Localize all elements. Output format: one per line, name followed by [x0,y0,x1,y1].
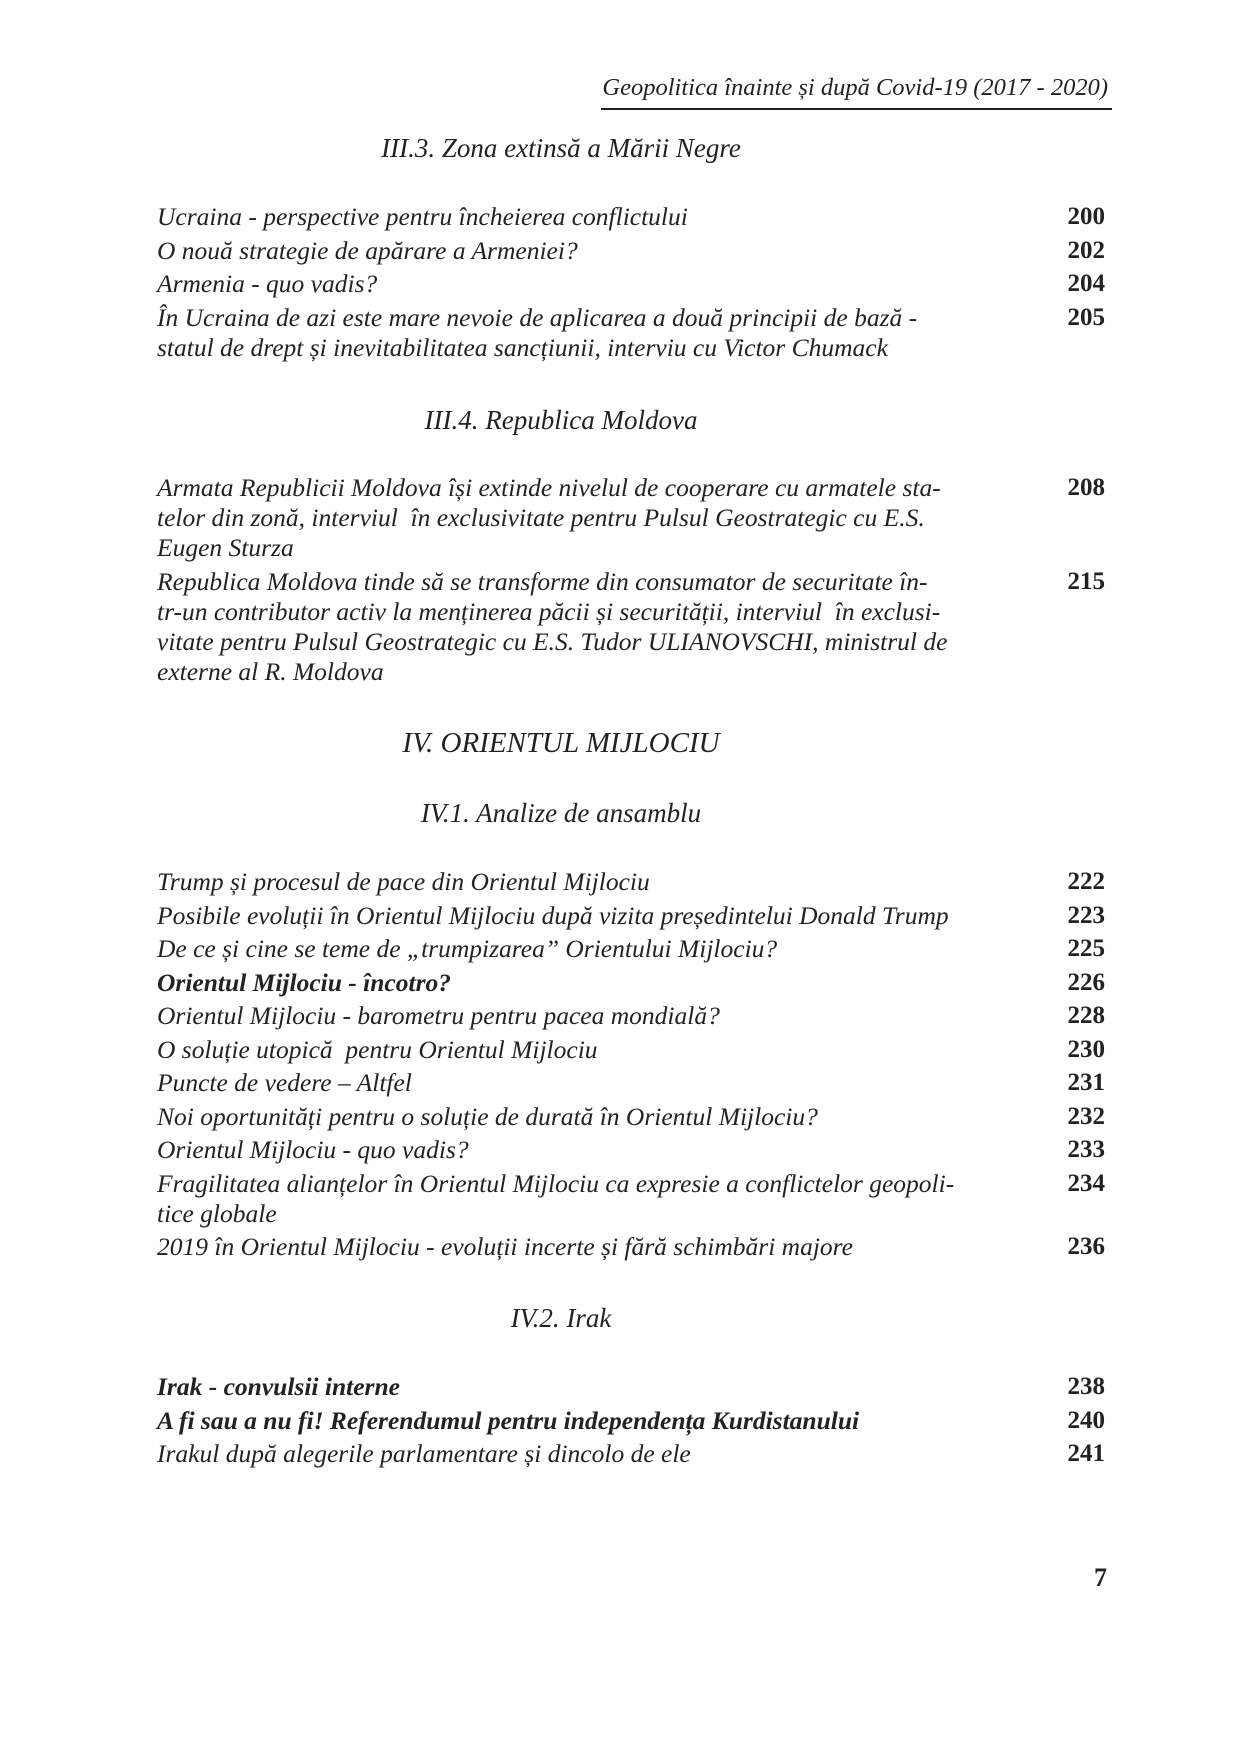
toc-entry-line: În Ucraina de azi este mare nevoie de aplicarea a două principii de bază - [157,302,918,332]
page-number: 7 [1094,1563,1107,1592]
toc-entry-page: 241 [1067,1440,1105,1467]
toc-entry-title [157,968,451,998]
toc-entry-page: 225 [1067,935,1105,962]
toc-entry-line: 2019 în Orientul Mijlociu - evoluții incerte și fără schimbări majore [157,1232,853,1261]
toc-entry-title [157,934,777,964]
toc-entry-title [157,473,941,563]
toc-entry-line: O nouă strategie de apărare a Armeniei? [157,235,578,265]
toc-entry [157,1439,1105,1469]
toc-entry-line: tr-un contributor activ la menținerea păcii și securității, interviul în exclusi- [157,596,941,626]
toc-entry [157,901,1105,931]
section-heading: III.4. Republica Moldova [424,405,698,435]
toc-entry-page: 232 [1067,1102,1105,1130]
toc-entry-page: 228 [1067,1002,1105,1029]
toc-entry-title [157,1102,818,1132]
toc-entry-title [157,1001,720,1031]
toc-entry-line: Orientul Mijlociu - quo vadis? [157,1135,469,1164]
toc-entry [157,269,1105,299]
toc-entry-line: Ucraina - perspective pentru încheierea conflictului [157,202,688,231]
toc-entry-line: Fragilitatea alianțelor în Orientul Mijlociu ca expresie a conflictelor geopoli- [157,1168,955,1198]
toc-entry-page: 200 [1067,203,1105,230]
toc-entry-title [157,867,650,897]
toc-entry-line: A fi sau a nu fi! Referendumul pentru independența Kurdistanului [157,1405,860,1435]
toc-entry-title [157,1068,412,1098]
toc-entry-line: Orientul Mijlociu - încotro? [157,967,451,997]
toc-entry-line: O soluție utopică pentru Orientul Mijlociu [157,1034,598,1064]
toc-entry [157,1102,1105,1132]
toc-entry-page: 226 [1067,968,1105,996]
toc-entry [157,473,1105,563]
toc-list [157,202,1105,366]
toc-entry-line: Posibile evoluții în Orientul Mijlociu după vizita președintelui Donald Trump [157,900,949,930]
toc-entry-line: tice globale [157,1198,277,1228]
toc-entry [157,202,1105,232]
toc-list [157,473,1105,690]
toc-entry-line: Orientul Mijlociu - barometru pentru pacea mondială? [157,1001,720,1030]
running-header: Geopolitica înainte și după Covid-19 (2017 - 2020) [601,72,1112,110]
toc-entry [157,1068,1105,1098]
toc-entry-line: Noi oportunități pentru o soluție de durată în Orientul Mijlociu? [157,1101,818,1131]
toc-entry [157,1135,1105,1165]
toc-entry [157,968,1105,998]
toc-entry-line: externe al R. Moldova [157,656,384,686]
toc-entry-line: Puncte de vedere – Altfel [157,1068,412,1097]
toc-entry-line: Eugen Sturza [157,533,294,562]
toc-entry [157,1169,1105,1229]
toc-entry [157,1372,1105,1402]
toc-entry-page: 240 [1067,1406,1105,1434]
toc-entry-line: Irakul după alegerile parlamentare și dincolo de ele [157,1439,691,1468]
toc-entry-title [157,901,949,931]
toc-entry-page: 231 [1067,1069,1105,1096]
toc-entry-title [157,1035,598,1065]
section-heading: IV.1. Analize de ansamblu [420,798,702,828]
toc-entry-title [157,1372,400,1402]
toc-entry-page: 230 [1067,1035,1105,1063]
toc-entry-title [157,567,947,687]
toc-entry [157,567,1105,687]
toc-entry-page: 202 [1067,236,1105,264]
toc-entry-page: 204 [1067,270,1105,297]
section-heading: III.3. Zona extinsă a Mării Negre [381,133,741,163]
toc-entry-title [157,1135,469,1165]
chapter-heading: IV. ORIENTUL MIJLOCIU [402,727,720,759]
toc-entry-line: Irak - convulsii interne [157,1372,400,1401]
toc-entry-title [157,1439,691,1469]
toc-entry [157,1035,1105,1065]
toc-entry [157,236,1105,266]
toc-entry-line: De ce și cine se teme de „trumpizarea” Orientului Mijlociu? [157,934,778,963]
toc-entry-line: telor din zonă, interviul în exclusivitate pentru Pulsul Geostrategic cu E.S. [157,503,925,532]
toc-entry-page: 222 [1067,868,1105,895]
toc-entry-page: 205 [1067,303,1105,331]
toc-entry-page: 234 [1067,1169,1105,1197]
section-heading: IV.2. Irak [510,1303,612,1333]
toc-entry-line: Armenia - quo vadis? [157,269,378,298]
toc-list [157,867,1105,1266]
toc-entry-line: Armata Republicii Moldova își extinde nivelul de cooperare cu armatele sta- [157,473,941,502]
toc-entry-title [157,236,578,266]
toc-entry-page: 208 [1067,474,1105,501]
toc-entry-page: 215 [1067,567,1105,595]
toc-entry-page: 238 [1067,1373,1105,1400]
toc-entry-page: 236 [1067,1233,1105,1260]
toc-entry-line: statul de drept și inevitabilitatea sancțiunii, interviu cu Victor Chumack [157,332,888,362]
toc-entry-title [157,1406,859,1436]
toc-entry [157,1001,1105,1031]
toc-entry-line: Republica Moldova tinde să se transforme din consumator de securitate în- [157,566,928,596]
toc-entry-title [157,202,688,232]
toc-entry [157,934,1105,964]
toc-entry-title [157,1169,954,1229]
toc-entry-page: 223 [1067,901,1105,929]
toc-entry-page: 233 [1067,1136,1105,1163]
toc-entry-title [157,303,917,363]
toc-list [157,1372,1105,1473]
toc-entry [157,1406,1105,1436]
toc-entry [157,1232,1105,1262]
toc-entry-title [157,1232,853,1262]
toc-entry-line: vitate pentru Pulsul Geostrategic cu E.S. Tudor ULIANOVSCHI, ministrul de [157,626,948,656]
toc-entry-line: Trump și procesul de pace din Orientul Mijlociu [157,867,650,896]
toc-entry [157,867,1105,897]
toc-entry-title [157,269,377,299]
toc-entry [157,303,1105,363]
